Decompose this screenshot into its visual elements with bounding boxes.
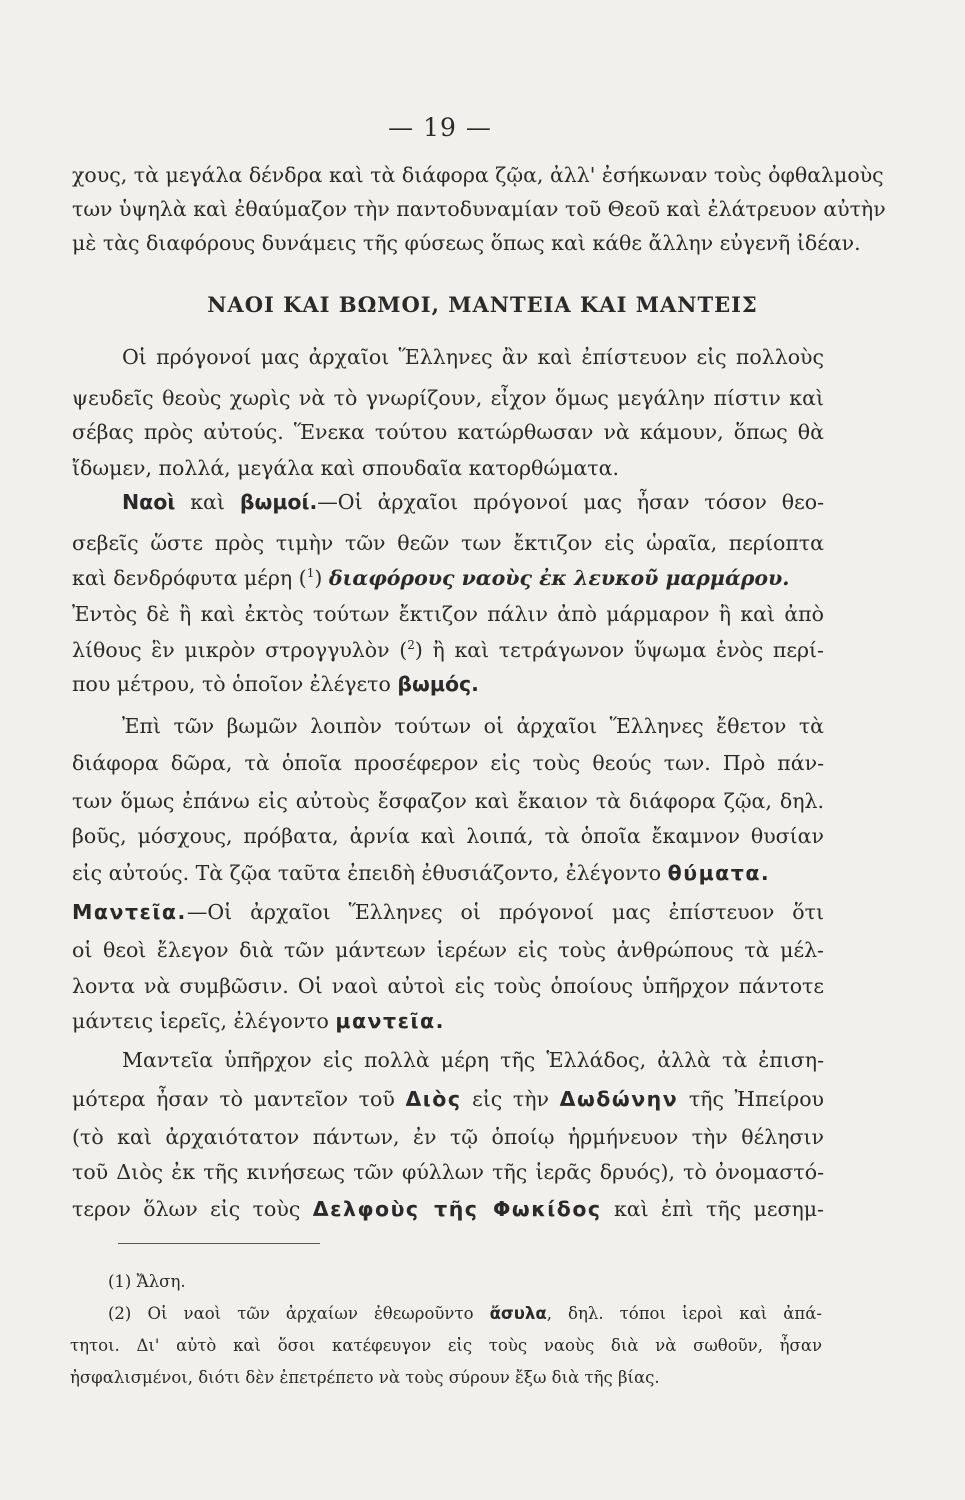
term-delfous-fokidos: Δελφοὺς τῆς Φωκίδος: [312, 1197, 602, 1221]
p3-l5-a: εἰς αὐτούς. Τὰ ζῷα ταῦτα ἐπειδὴ ἐθυσιάζοντο, ἐλέγοντο: [72, 861, 668, 885]
p4-line-1: [72, 902, 824, 923]
p5-l2-c: εἰς τὴν: [461, 1087, 560, 1111]
p1-line-4: ἴδωμεν, πολλά, μεγάλα καὶ σπουδαῖα κατορθώματα.: [72, 456, 619, 480]
footnote-ref-1: 1: [306, 566, 315, 581]
p5-line-4: τοῦ Διὸς ἐκ τῆς κινήσεως τῶν φύλλων τῆς ἱερᾶς δρυός), τὸ ὀνομαστό-: [72, 1160, 824, 1184]
page-number: — 19 —: [388, 113, 492, 142]
p4-line-2: οἱ θεοὶ ἔλεγον διὰ τῶν μάντεων ἱερέων εἰς τοὺς ἀνθρώπους τὰ μέλ-: [72, 938, 824, 962]
p3-line-3: των ὅμως ἐπάνω εἰς αὐτοὺς ἔσφαζον καὶ ἔκαιον τὰ διάφορα ζῷα, δηλ.: [72, 789, 824, 813]
p2-line-3: [72, 568, 824, 589]
fn2-a: (2) Οἱ ναοὶ τῶν ἀρχαίων ἐθεωροῦντο: [108, 1304, 490, 1323]
p2-l6-a: που μέτρου, τὸ ὁποῖον ἐλέγετο: [72, 672, 398, 696]
p5-l5-a: τερον ὅλων εἰς τοὺς: [72, 1197, 313, 1221]
p4-line-4: [72, 1011, 824, 1032]
term-dodoni: Δωδώνην: [559, 1087, 679, 1111]
term-asyla: ἄσυλα: [489, 1304, 547, 1323]
footnote-2-line-2: τητοι. Δι' αὐτὸ καὶ ὅσοι κατέφευγον εἰς τοὺς ναοὺς διὰ νὰ σωθοῦν, ἦσαν: [70, 1336, 822, 1355]
term-dios: Διὸς: [405, 1087, 462, 1111]
p5-l2-a: μότερα ἦσαν τὸ μαντεῖον τοῦ: [72, 1087, 406, 1111]
p2-line-5: [72, 640, 824, 661]
term-naoi: Ναοὶ: [122, 490, 176, 514]
term-vomoi: βωμοί.: [239, 490, 318, 514]
p2-line-6: [72, 674, 824, 695]
p3-line-4: βοῦς, μόσχους, πρόβατα, ἀρνία καὶ λοιπά, τὰ ὁποῖα ἔκαμνον θυσίαν: [72, 824, 824, 848]
term-manteia-2: μαντεῖα.: [335, 1009, 445, 1033]
term-thymata: θύματα.: [667, 861, 771, 885]
p2-l3-a: καὶ δενδρόφυτα μέρη (: [72, 566, 307, 590]
p2-l5-a: λίθους ἓν μικρὸν στρογγυλὸν (: [72, 638, 408, 662]
p3-line-1: Ἐπὶ τῶν βωμῶν λοιπὸν τούτων οἱ ἀρχαῖοι Ἕλληνες ἔθετον τὰ: [122, 714, 824, 738]
term-manteia: Μαντεῖα.: [72, 900, 187, 924]
p5-l5-c: καὶ ἐπὶ τῆς μεσημ-: [601, 1197, 824, 1221]
intro-line-1: χους, τὰ μεγάλα δένδρα καὶ τὰ διάφορα ζῷα, ἀλλ' ἐσήκωναν τοὺς ὀφθαλμοὺς: [72, 163, 884, 187]
intro-line-2: των ὑψηλὰ καὶ ἐθαύμαζον τὴν παντοδυναμίαν τοῦ Θεοῦ καὶ ἐλάτρευον αὐτὴν: [72, 197, 886, 221]
footnote-ref-2: 2: [407, 638, 415, 653]
p1-line-1: Οἱ πρόγονοί μας ἀρχαῖοι Ἕλληνες ἂν καὶ ἐπίστευον εἰς πολλοὺς: [122, 345, 824, 369]
p3-line-2: διάφορα δῶρα, τὰ ὁποῖα προσέφερον εἰς τοὺς θεούς των. Πρὸ πάν-: [72, 751, 824, 775]
p4-line-3: λοντα νὰ συμβῶσιν. Οἱ ναοὶ αὐτοὶ εἰς τοὺς ὁποίους ὑπῆρχον πάντοτε: [72, 974, 824, 998]
p2-line-2: σεβεῖς ὥστε πρὸς τιμὴν τῶν θεῶν των ἔκτιζον εἰς ὡραῖα, περίοπτα: [72, 531, 824, 555]
p5-line-5: [72, 1199, 824, 1220]
p5-line-1: Μαντεῖα ὑπῆρχον εἰς πολλὰ μέρη τῆς Ἑλλάδος, ἀλλὰ τὰ ἐπιση-: [122, 1048, 824, 1072]
p5-l2-d: τῆς Ἠπείρου: [678, 1087, 824, 1111]
p2-l1-mid: καὶ: [175, 490, 240, 514]
footnote-2-line-3: ἠσφαλισμένοι, διότι δὲν ἐπετρέπετο νὰ τοὺς σύρουν ἔξω διὰ τῆς βίας.: [70, 1368, 660, 1387]
emphasis-phrase: διαφόρους ναοὺς ἐκ λευκοῦ μαρμάρου.: [328, 566, 790, 590]
p1-line-2: ψευδεῖς θεοὺς χωρὶς νὰ τὸ γνωρίζουν, εἶχον ὅμως μεγάλην πίστιν καὶ: [72, 386, 824, 410]
intro-line-3: μὲ τὰς διαφόρους δυνάμεις τῆς φύσεως ὅπως καὶ κάθε ἄλλην εὐγενῆ ἰδέαν.: [72, 231, 861, 255]
p2-l3-b: ): [314, 566, 329, 590]
footnote-divider: [118, 1243, 320, 1244]
p2-l5-b: ) ἢ καὶ τετράγωνον ὕψωμα ἑνὸς περί-: [414, 638, 824, 662]
fn2-b: , δηλ. τόποι ἱεροὶ καὶ ἀπά-: [546, 1304, 822, 1323]
term-vomos: βωμός.: [397, 672, 479, 696]
p3-line-5: [72, 863, 824, 884]
p4-l4-a: μάντεις ἱερεῖς, ἐλέγοντο: [72, 1009, 336, 1033]
section-heading: ΝΑΟΙ ΚΑΙ ΒΩΜΟΙ, ΜΑΝΤΕΙΑ ΚΑΙ ΜΑΝΤΕΙΣ: [207, 292, 758, 317]
p4-l1-rest: —Οἱ ἀρχαῖοι Ἕλληνες οἱ πρόγονοί μας ἐπίστευον ὅτι: [186, 900, 824, 924]
p5-line-2: [72, 1089, 824, 1110]
p2-line-1: [122, 492, 824, 513]
footnote-1: (1) Ἄλση.: [108, 1272, 186, 1291]
p2-line-4: Ἐντὸς δὲ ἢ καὶ ἐκτὸς τούτων ἔκτιζον πάλιν ἀπὸ μάρμαρον ἢ καὶ ἀπὸ: [72, 602, 824, 626]
footnote-2-line-1: [108, 1306, 822, 1323]
p5-line-3: (τὸ καὶ ἀρχαιότατον πάντων, ἐν τῷ ὁποίῳ ἡρμήνευον τὴν θέλησιν: [72, 1125, 824, 1149]
p2-l1-rest: —Οἱ ἀρχαῖοι πρόγονοί μας ἦσαν τόσον θεο-: [317, 490, 824, 514]
p1-line-3: σέβας πρὸς αὐτούς. Ἕνεκα τούτου κατώρθωσαν νὰ κάμουν, ὅπως θὰ: [72, 420, 824, 444]
